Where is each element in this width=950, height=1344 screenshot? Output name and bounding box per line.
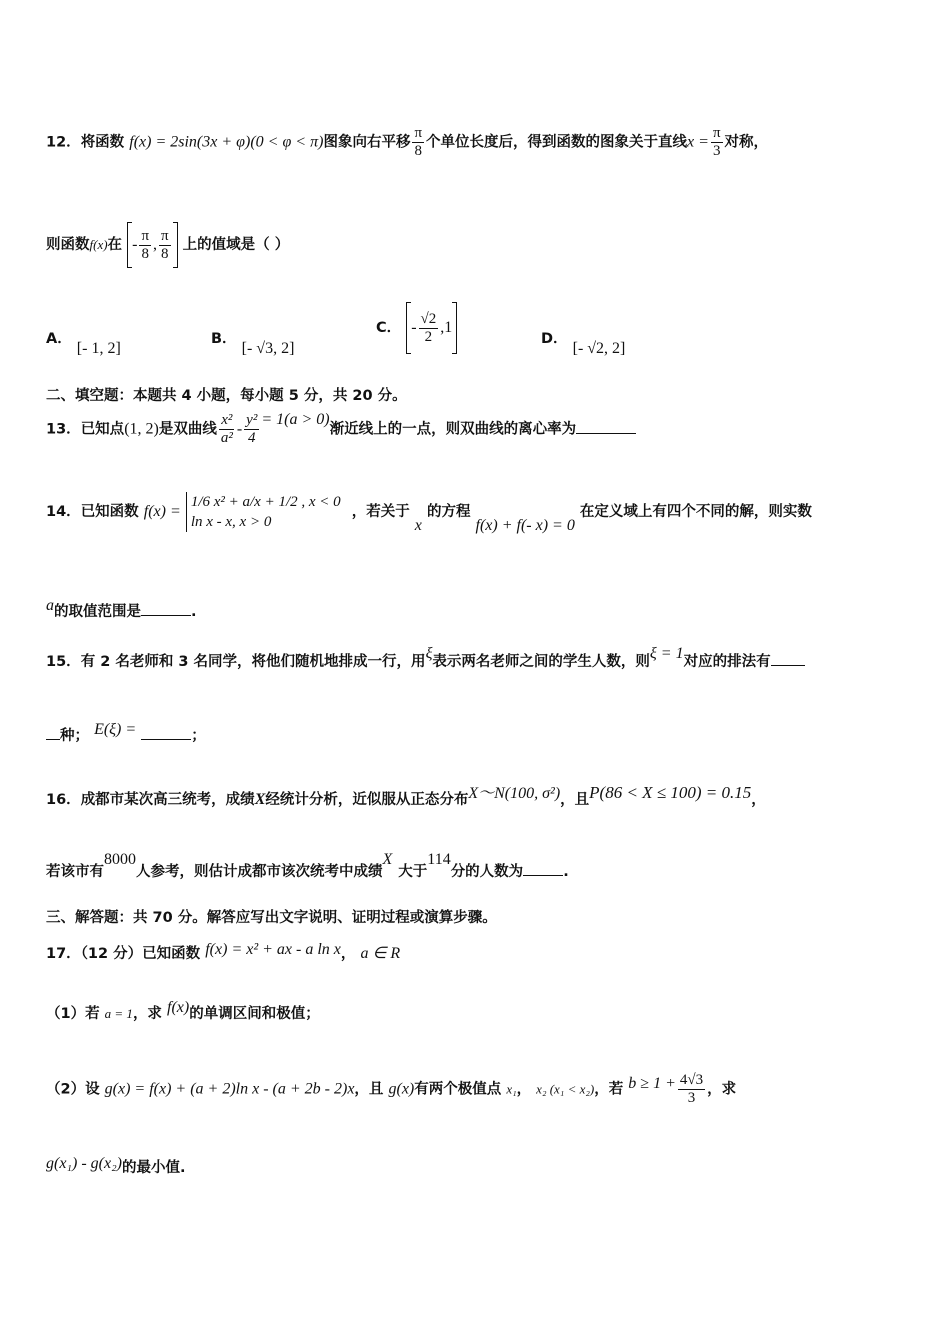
- q12-int-den1: 8: [141, 245, 149, 262]
- q12-int-den2: 8: [161, 245, 169, 262]
- q17-part2-text1: ，且: [354, 1081, 384, 1098]
- q16-text7: 大于: [398, 864, 428, 880]
- q14-var-x: x: [414, 517, 422, 534]
- q12-fx: f(x): [89, 237, 108, 252]
- q16-end: .: [563, 864, 569, 880]
- q15-line2: [46, 721, 206, 745]
- q15-answer-blank2[interactable]: [141, 725, 191, 740]
- option-c-label: C．: [376, 320, 402, 336]
- option-c-num: √2: [420, 310, 437, 327]
- q17-final-expr: g(x₁) - g(x₂): [46, 1155, 122, 1172]
- option-c[interactable]: [376, 302, 457, 354]
- q12-int-num1: π: [141, 227, 150, 244]
- q13-frac2-num: y²: [246, 412, 258, 428]
- q12-line1: [46, 125, 768, 160]
- q15: [46, 645, 805, 671]
- q14-text3: 的方程: [426, 504, 471, 520]
- q16-text8: 分的人数为: [450, 864, 524, 880]
- q17-part1-text: ，求: [132, 1006, 162, 1022]
- q13: [46, 412, 636, 447]
- q17-part2-x2: x₂ (x₁ < x₂): [536, 1081, 595, 1097]
- q17-part2-label: （2）设: [46, 1081, 100, 1098]
- q15-number: 15．: [46, 654, 81, 670]
- q17-domain: a ∈ R: [360, 945, 401, 962]
- q13-frac1-den: a²: [220, 430, 233, 446]
- q12-line-frac: [711, 125, 723, 160]
- option-b-label: B．: [211, 331, 237, 347]
- q17-part1-fx: f(x): [167, 999, 190, 1016]
- q13-text3: 渐近线上的一点，则双曲线的离心率为: [329, 421, 577, 438]
- q15-answer-blank1[interactable]: [771, 651, 805, 666]
- q17-part2-b-frac: [678, 1072, 705, 1107]
- q12-line-num: π: [712, 125, 721, 141]
- q12-shift-num: π: [414, 125, 423, 141]
- option-a-value: [- 1, 2]: [76, 340, 121, 357]
- q14-fx: f(x) =: [143, 503, 181, 520]
- q13-frac2-den: 4: [248, 430, 256, 446]
- q16: [46, 783, 766, 809]
- q17-part2: [46, 1072, 736, 1107]
- q16-text5: 若该市有: [46, 864, 104, 880]
- q17-part2-text4: ，求: [707, 1081, 737, 1098]
- q16-score: 114: [427, 851, 451, 868]
- q12-text6: 在: [107, 237, 123, 253]
- section2-heading: 二、填空题：本题共 4 小题，每小题 5 分，共 20 分。: [46, 388, 407, 404]
- q14-equation: f(x) + f(- x) = 0: [475, 517, 575, 534]
- q16-text3: ，且: [560, 792, 590, 808]
- q16-answer-blank[interactable]: [523, 861, 563, 876]
- q16-X2: X: [382, 851, 393, 868]
- q12-text4: 对称，: [724, 134, 769, 151]
- q16-text1: 成都市某次高三统考，成绩: [80, 792, 255, 808]
- q12-number: 12．: [46, 134, 81, 151]
- option-a[interactable]: [46, 327, 121, 357]
- q17-part2-b-cond: b ≥ 1 +: [628, 1074, 676, 1092]
- q12-interval-right-bracket: [173, 222, 178, 268]
- q17-part1-label: （1）若: [46, 1006, 100, 1022]
- q17-score: （12 分）已知函数: [80, 946, 201, 962]
- q14-text4: 在定义域上有四个不同的解，则实数: [579, 504, 812, 520]
- q14-answer-blank[interactable]: [141, 601, 191, 616]
- q12-shift-den: 8: [414, 143, 422, 159]
- q17-part2-text2: 有两个极值点: [414, 1081, 502, 1098]
- option-d-label: D．: [541, 331, 568, 347]
- q13-eq: = 1(a > 0): [261, 410, 330, 428]
- q16-probability: P(86 < X ≤ 100) = 0.15: [589, 783, 752, 802]
- q12-text1: 将函数: [80, 134, 125, 151]
- q17-part2-text3: ，若: [594, 1081, 624, 1098]
- q16-count: 8000: [104, 851, 136, 868]
- q13-answer-blank[interactable]: [576, 419, 636, 434]
- q16-text2: 经统计分析，近似服从正态分布: [265, 792, 469, 808]
- q12-interval-minus: -: [132, 236, 138, 253]
- q17-part2-line2: [46, 1156, 185, 1177]
- q12-text2: 图象向右平移: [323, 134, 411, 151]
- q17-function: f(x) = x² + ax - a ln x: [205, 941, 341, 958]
- q12-shift-frac: [412, 125, 424, 160]
- q16-line2: [46, 851, 569, 881]
- q17-b-num: 4√3: [679, 1072, 704, 1088]
- q15-xi-eq: ξ = 1: [649, 645, 684, 662]
- q17-text1: ，: [340, 946, 356, 962]
- q16-X: X: [254, 791, 266, 808]
- q17-part1-end: 的单调区间和极值；: [189, 1006, 320, 1022]
- q15-end: ；: [191, 728, 206, 744]
- q12-text3: 个单位长度后，得到函数的图象关于直线: [426, 134, 688, 151]
- q12-line-lhs: x =: [687, 133, 709, 151]
- q15-text1: 有 2 名老师和 3 名同学，将他们随机地排成一行，用: [80, 654, 426, 670]
- q17: [46, 942, 400, 963]
- q12-line-den: 3: [712, 143, 721, 159]
- option-b-value: [- √3, 2]: [241, 340, 295, 357]
- q12-text7: 上的值域是（ ）: [182, 237, 290, 253]
- q14-text5: 的取值范围是: [54, 604, 141, 620]
- q12-int-num2: π: [161, 227, 169, 244]
- q13-frac1: [219, 412, 235, 447]
- q17-part1-cond: a = 1: [104, 1006, 133, 1021]
- option-c-post: ,1: [440, 319, 453, 336]
- q12-interval-frac1: [139, 228, 151, 263]
- option-d[interactable]: [541, 327, 626, 357]
- option-c-minus: -: [411, 319, 417, 336]
- q15-text4: 种；: [60, 728, 89, 744]
- q15-text3: 对应的排法有: [683, 654, 771, 670]
- q14-piecewise: [186, 492, 341, 532]
- q16-text4: ，: [751, 792, 766, 808]
- q14-text2: ，若关于: [351, 504, 410, 520]
- q13-frac2: [244, 412, 259, 447]
- option-c-den: 2: [424, 328, 433, 345]
- q16-distribution: X～N(100, σ²): [468, 785, 561, 802]
- q14-text1: 已知函数: [80, 504, 139, 520]
- option-d-value: [- √2, 2]: [572, 340, 626, 357]
- q12-text5: 则函数: [46, 237, 90, 253]
- q13-text1: 已知点: [80, 421, 125, 438]
- option-b[interactable]: [211, 327, 295, 357]
- option-c-right-bracket: [452, 302, 457, 354]
- q15-expectation: E(ξ) =: [94, 721, 137, 738]
- q15-text2: 表示两名老师之间的学生人数，则: [432, 654, 650, 670]
- q13-number: 13．: [46, 421, 81, 438]
- q14-var-a: a: [46, 597, 54, 614]
- q14-number: 14．: [46, 504, 81, 520]
- q17-part2-x1: x₁: [506, 1081, 517, 1097]
- option-a-label: A．: [46, 331, 72, 347]
- q16-number: 16．: [46, 792, 81, 808]
- q13-frac1-num: x²: [221, 412, 233, 428]
- q14-line2: [46, 597, 197, 621]
- q12-line2: 则函数f(x)在 - $\frac{\pi}{8}$ , $\frac{\pi}{8}$ 上的值域是（ ）: [46, 222, 289, 268]
- q15-xi: ξ: [425, 645, 433, 662]
- section3-heading: 三、解答题：共 70 分。解答应写出文字说明、证明过程或演算步骤。: [46, 910, 497, 926]
- q16-text6: 人参考，则估计成都市该次统考中成绩: [136, 864, 383, 880]
- q14-case2: ln x - x, x > 0: [190, 514, 272, 530]
- q17-final-text: 的最小值.: [121, 1160, 186, 1176]
- q17-b-den: 3: [687, 1090, 696, 1106]
- q12-function: f(x) = 2sin(3x + φ)(0 < φ < π): [129, 133, 324, 151]
- q15-answer-blank1-cont[interactable]: [46, 725, 60, 740]
- q14-case1: 1/6 x² + a/x + 1/2 , x < 0: [190, 494, 341, 510]
- option-c-frac: [419, 311, 439, 346]
- q13-minus: -: [236, 420, 243, 438]
- q17-part2-comma: ，: [516, 1081, 532, 1098]
- q17-part1: [46, 999, 320, 1023]
- q13-point: (1, 2): [124, 420, 159, 438]
- q17-number: 17．: [46, 946, 81, 962]
- q17-part2-g-def: g(x) = f(x) + (a + 2)ln x - (a + 2b - 2)x: [104, 1080, 355, 1098]
- q14: [46, 492, 812, 532]
- q12-interval-frac2: [159, 228, 171, 263]
- q13-text2: 是双曲线: [158, 421, 217, 438]
- q17-part2-g: g(x): [388, 1080, 415, 1098]
- q14-end: .: [191, 604, 197, 620]
